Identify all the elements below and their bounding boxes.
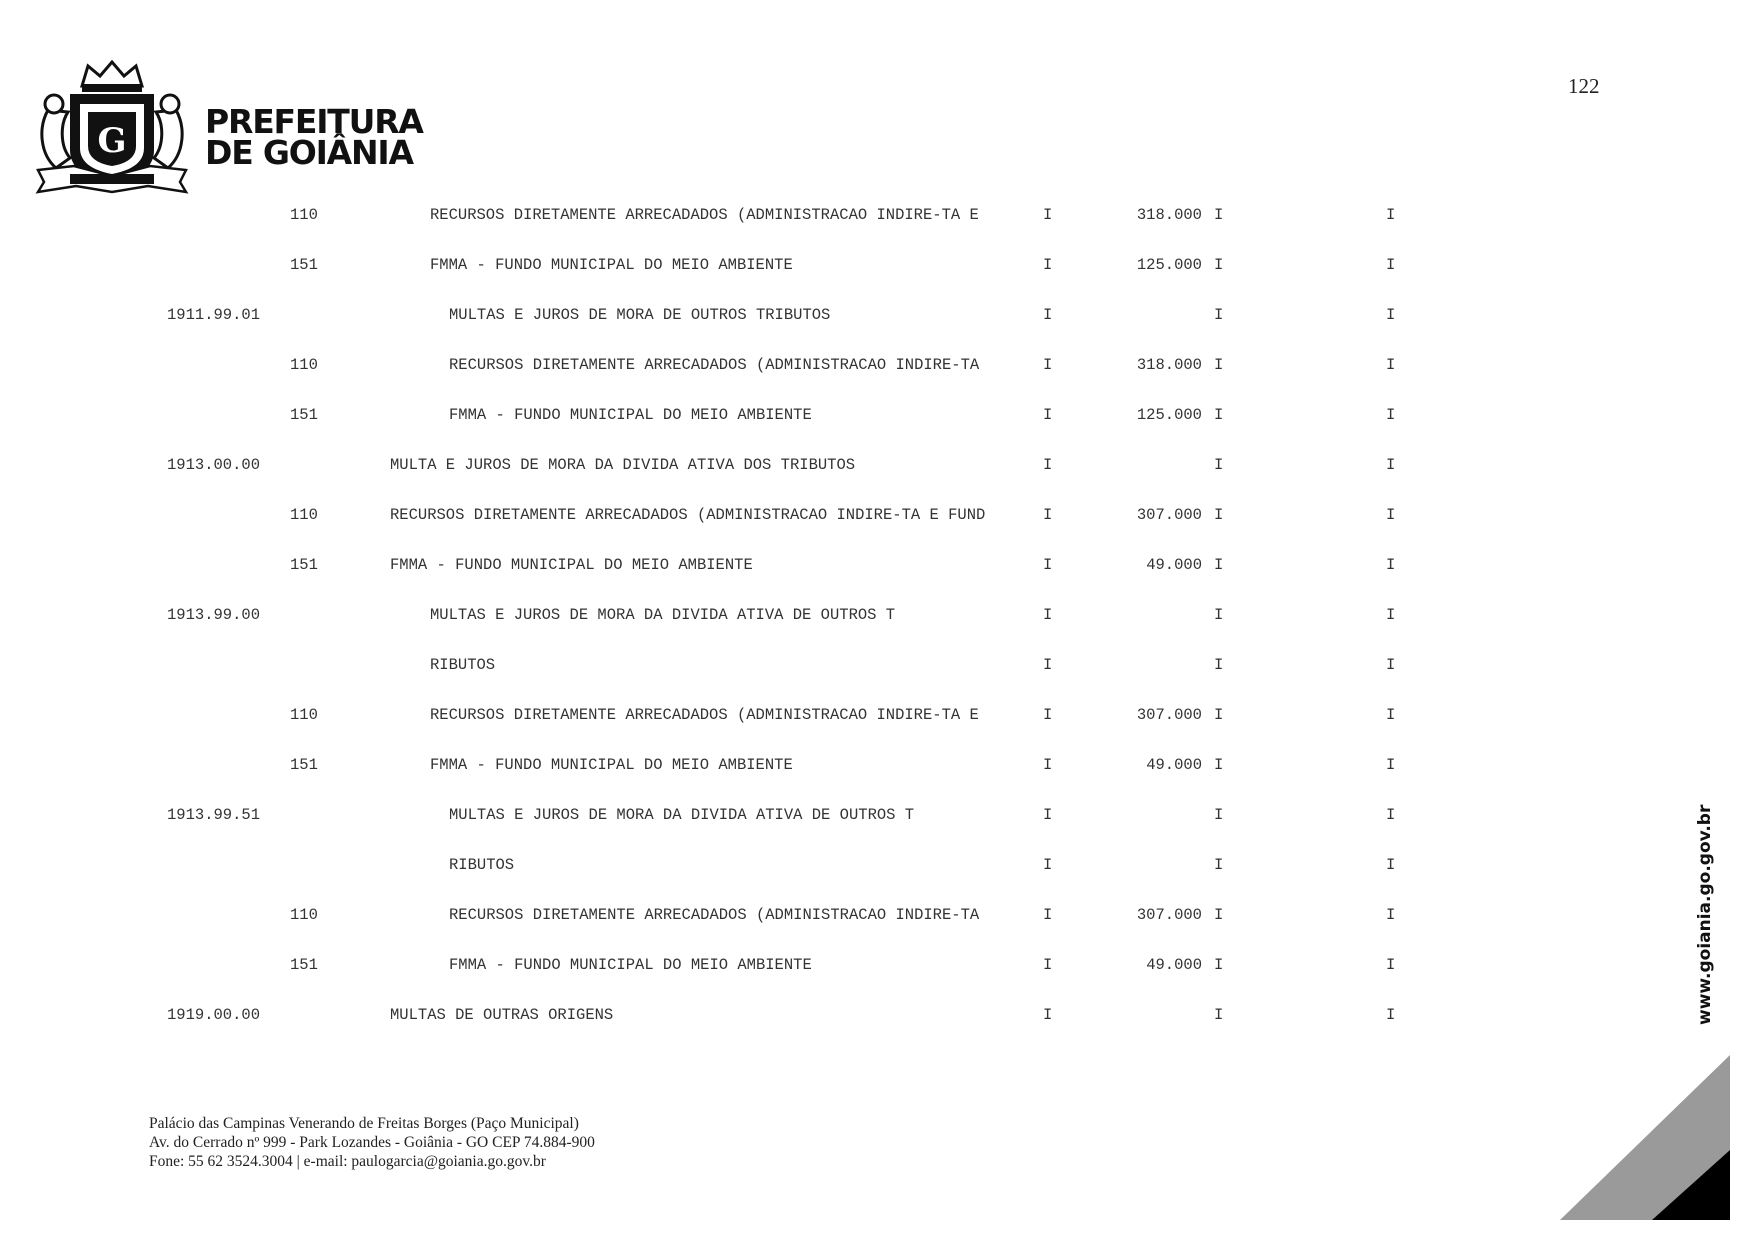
column-separator: I xyxy=(1386,256,1396,274)
row-description: RECURSOS DIRETAMENTE ARRECADADOS (ADMINISTRACAO INDIRE-TA xyxy=(449,906,980,924)
row-value: 49.000 xyxy=(1146,956,1202,974)
column-separator: I xyxy=(1386,906,1396,924)
coat-of-arms-icon xyxy=(30,58,195,194)
row-source: 151 xyxy=(290,406,318,424)
row-value: 307.000 xyxy=(1136,906,1202,924)
row-source: 151 xyxy=(290,556,318,574)
table-row xyxy=(0,906,1754,928)
column-separator: I xyxy=(1043,606,1053,624)
row-value: 318.000 xyxy=(1136,206,1202,224)
row-source: 151 xyxy=(290,256,318,274)
row-code: 1913.99.00 xyxy=(167,606,261,624)
table-row xyxy=(0,656,1754,678)
prefeitura-logo xyxy=(30,58,423,194)
row-source: 110 xyxy=(290,706,318,724)
column-separator: I xyxy=(1386,306,1396,324)
column-separator: I xyxy=(1043,1006,1053,1024)
logo-line-1: PREFEITURA xyxy=(205,102,423,141)
column-separator: I xyxy=(1043,506,1053,524)
column-separator: I xyxy=(1386,856,1396,874)
column-separator: I xyxy=(1043,856,1053,874)
row-source: 110 xyxy=(290,906,318,924)
column-separator: I xyxy=(1043,806,1053,824)
row-description: RIBUTOS xyxy=(449,856,515,874)
footer-address xyxy=(149,1114,595,1171)
column-separator: I xyxy=(1214,706,1224,724)
column-separator: I xyxy=(1214,756,1224,774)
table-row xyxy=(0,256,1754,278)
table-row xyxy=(0,456,1754,478)
row-description: FMMA - FUNDO MUNICIPAL DO MEIO AMBIENTE xyxy=(430,756,793,774)
table-row xyxy=(0,306,1754,328)
row-description: FMMA - FUNDO MUNICIPAL DO MEIO AMBIENTE xyxy=(449,956,812,974)
row-value: 49.000 xyxy=(1146,556,1202,574)
row-value: 125.000 xyxy=(1136,406,1202,424)
column-separator: I xyxy=(1214,456,1224,474)
table-row xyxy=(0,606,1754,628)
column-separator: I xyxy=(1214,656,1224,674)
row-description: MULTAS DE OUTRAS ORIGENS xyxy=(390,1006,614,1024)
column-separator: I xyxy=(1214,506,1224,524)
svg-text:G: G xyxy=(97,121,127,161)
row-description: RECURSOS DIRETAMENTE ARRECADADOS (ADMINISTRACAO INDIRE-TA E xyxy=(430,206,979,224)
table-row xyxy=(0,206,1754,228)
column-separator: I xyxy=(1043,906,1053,924)
column-separator: I xyxy=(1214,306,1224,324)
column-separator: I xyxy=(1386,456,1396,474)
column-separator: I xyxy=(1214,556,1224,574)
table-row xyxy=(0,556,1754,578)
row-description: FMMA - FUNDO MUNICIPAL DO MEIO AMBIENTE xyxy=(430,256,793,274)
column-separator: I xyxy=(1214,856,1224,874)
column-separator: I xyxy=(1214,906,1224,924)
column-separator: I xyxy=(1043,956,1053,974)
row-value: 307.000 xyxy=(1136,506,1202,524)
table-row xyxy=(0,806,1754,828)
row-source: 151 xyxy=(290,956,318,974)
table-row xyxy=(0,1006,1754,1028)
footer-line-1: Palácio das Campinas Venerando de Freitas Borges (Paço Municipal) xyxy=(149,1115,579,1132)
column-separator: I xyxy=(1386,506,1396,524)
column-separator: I xyxy=(1386,206,1396,224)
row-code: 1913.99.51 xyxy=(167,806,261,824)
column-separator: I xyxy=(1214,256,1224,274)
corner-triangle-decoration xyxy=(1560,1055,1730,1220)
column-separator: I xyxy=(1214,1006,1224,1024)
row-description: FMMA - FUNDO MUNICIPAL DO MEIO AMBIENTE xyxy=(449,406,812,424)
column-separator: I xyxy=(1386,806,1396,824)
column-separator: I xyxy=(1386,956,1396,974)
column-separator: I xyxy=(1386,356,1396,374)
table-row xyxy=(0,506,1754,528)
row-description: RIBUTOS xyxy=(430,656,496,674)
row-value: 49.000 xyxy=(1146,756,1202,774)
column-separator: I xyxy=(1386,756,1396,774)
row-source: 151 xyxy=(290,756,318,774)
row-description: FMMA - FUNDO MUNICIPAL DO MEIO AMBIENTE xyxy=(390,556,753,574)
table-row xyxy=(0,356,1754,378)
row-source: 110 xyxy=(290,206,318,224)
column-separator: I xyxy=(1043,306,1053,324)
page-number: 122 xyxy=(1568,74,1600,98)
website-url: www.goiania.go.gov.br xyxy=(1695,804,1715,1025)
row-description: RECURSOS DIRETAMENTE ARRECADADOS (ADMINISTRACAO INDIRE-TA xyxy=(449,356,980,374)
column-separator: I xyxy=(1043,456,1053,474)
row-description: RECURSOS DIRETAMENTE ARRECADADOS (ADMINISTRACAO INDIRE-TA E FUND xyxy=(390,506,986,524)
row-value: 307.000 xyxy=(1136,706,1202,724)
row-value: 125.000 xyxy=(1136,256,1202,274)
column-separator: I xyxy=(1043,556,1053,574)
row-code: 1913.00.00 xyxy=(167,456,261,474)
row-code: 1911.99.01 xyxy=(167,306,261,324)
column-separator: I xyxy=(1214,206,1224,224)
column-separator: I xyxy=(1386,706,1396,724)
column-separator: I xyxy=(1214,806,1224,824)
column-separator: I xyxy=(1043,656,1053,674)
column-separator: I xyxy=(1043,256,1053,274)
table-row xyxy=(0,956,1754,978)
table-row xyxy=(0,406,1754,428)
column-separator: I xyxy=(1043,206,1053,224)
column-separator: I xyxy=(1386,1006,1396,1024)
column-separator: I xyxy=(1386,556,1396,574)
column-separator: I xyxy=(1043,706,1053,724)
column-separator: I xyxy=(1043,356,1053,374)
table-row xyxy=(0,856,1754,878)
footer-line-3: Fone: 55 62 3524.3004 | e-mail: paulogarcia@goiania.go.gov.br xyxy=(149,1153,546,1170)
table-row xyxy=(0,756,1754,778)
row-description: MULTA E JUROS DE MORA DA DIVIDA ATIVA DOS TRIBUTOS xyxy=(390,456,856,474)
column-separator: I xyxy=(1043,756,1053,774)
logo-line-2: DE GOIÂNIA xyxy=(205,133,413,172)
row-value: 318.000 xyxy=(1136,356,1202,374)
column-separator: I xyxy=(1386,606,1396,624)
column-separator: I xyxy=(1214,356,1224,374)
column-separator: I xyxy=(1214,956,1224,974)
column-separator: I xyxy=(1043,406,1053,424)
column-separator: I xyxy=(1386,406,1396,424)
row-description: MULTAS E JUROS DE MORA DE OUTROS TRIBUTOS xyxy=(449,306,831,324)
row-description: MULTAS E JUROS DE MORA DA DIVIDA ATIVA DE OUTROS T xyxy=(430,606,896,624)
row-source: 110 xyxy=(290,506,318,524)
row-description: RECURSOS DIRETAMENTE ARRECADADOS (ADMINISTRACAO INDIRE-TA E xyxy=(430,706,979,724)
row-description: MULTAS E JUROS DE MORA DA DIVIDA ATIVA DE OUTROS T xyxy=(449,806,915,824)
row-code: 1919.00.00 xyxy=(167,1006,261,1024)
column-separator: I xyxy=(1214,606,1224,624)
row-source: 110 xyxy=(290,356,318,374)
column-separator: I xyxy=(1386,656,1396,674)
column-separator: I xyxy=(1214,406,1224,424)
footer-line-2: Av. do Cerrado nº 999 - Park Lozandes - Goiânia - GO CEP 74.884-900 xyxy=(149,1134,595,1151)
table-row xyxy=(0,706,1754,728)
